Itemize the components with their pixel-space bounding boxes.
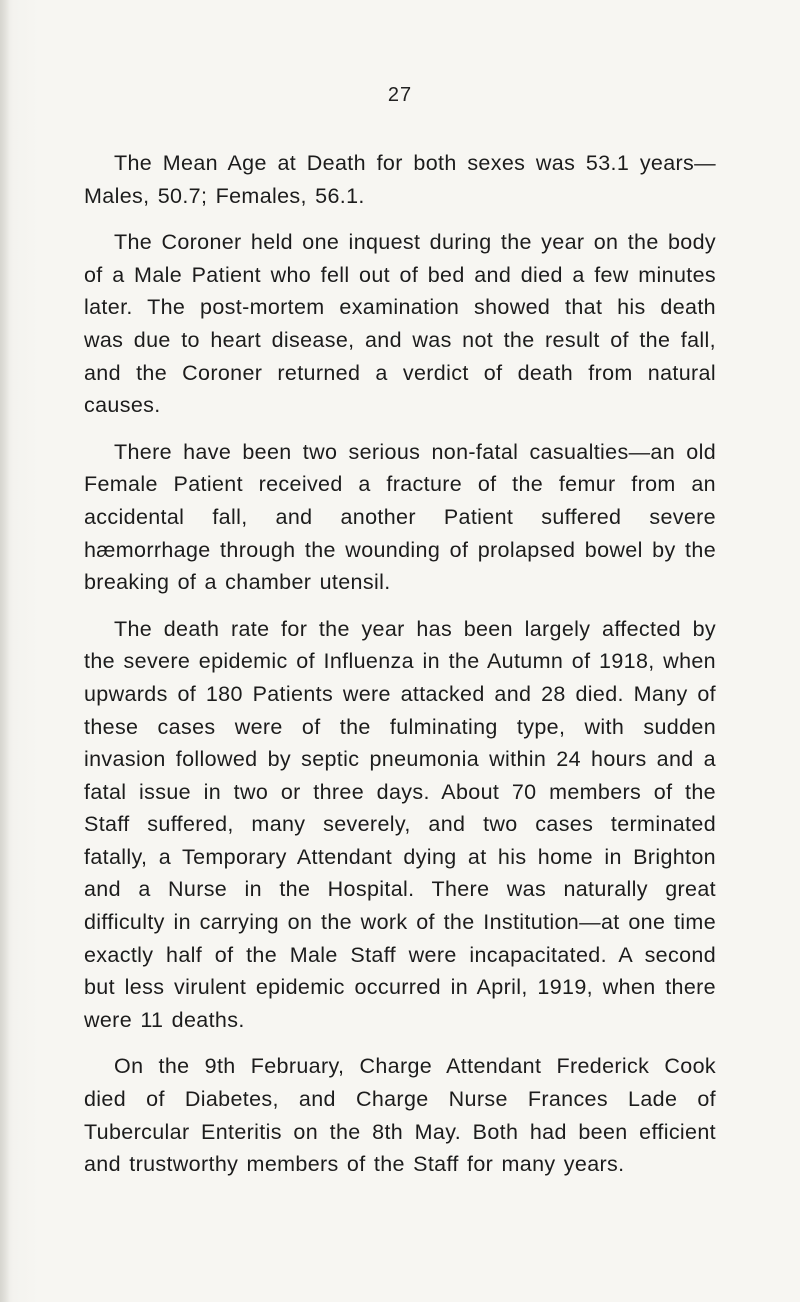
paragraph-mean-age: The Mean Age at Death for both sexes was 53.1 years—Males, 50.7; Females, 56.1. <box>84 151 716 208</box>
page-number: 27 <box>387 84 413 106</box>
paragraph-casualties: There have been two serious non-fatal casualties—an old Female Patient received a fracture of the femur from an accidental fall, and another Patient suffered severe hæmorrhage through the wounding of prolapsed bowel by the breaking of a chamber utensil. <box>84 439 716 595</box>
body-text <box>84 147 716 1195</box>
paragraph-influenza-epidemic: The death rate for the year has been largely affected by the severe epidemic of Influenza in the Autumn of 1918, when upwards of 180 Patients were attacked and 28 died. Many of these cases were of the fulminating type, with sudden invasion followed by septic pneumonia within 24 hours and a fatal issue in two or three days. About 70 members of the Staff suffered, many severely, and two cases terminated fatally, a Temporary Attendant dying at his home in Brighton and a Nurse in the Hospital. There was naturally great difficulty in carrying on the work of the Institution—at one time exactly half of the Male Staff were incapacitated. A second but less virulent epidemic occurred in April, 1919, when there were 11 deaths. <box>84 616 716 1032</box>
paragraph-staff-deaths: On the 9th February, Charge Attendant Frederick Cook died of Diabetes, and Charge Nurse Frances Lade of Tubercular Enteritis on the 8th May. Both had been efficient and trustworthy members of the Staff for many years. <box>84 1054 716 1177</box>
paragraph-coroner-inquest: The Coroner held one inquest during the year on the body of a Male Patient who fell out of bed and died a few minutes later. The post-mortem examination showed that his death was due to heart disease, and was not the result of the fall, and the Coroner returned a verdict of death from natural causes. <box>84 230 716 418</box>
page-binding-shadow <box>0 0 10 1302</box>
